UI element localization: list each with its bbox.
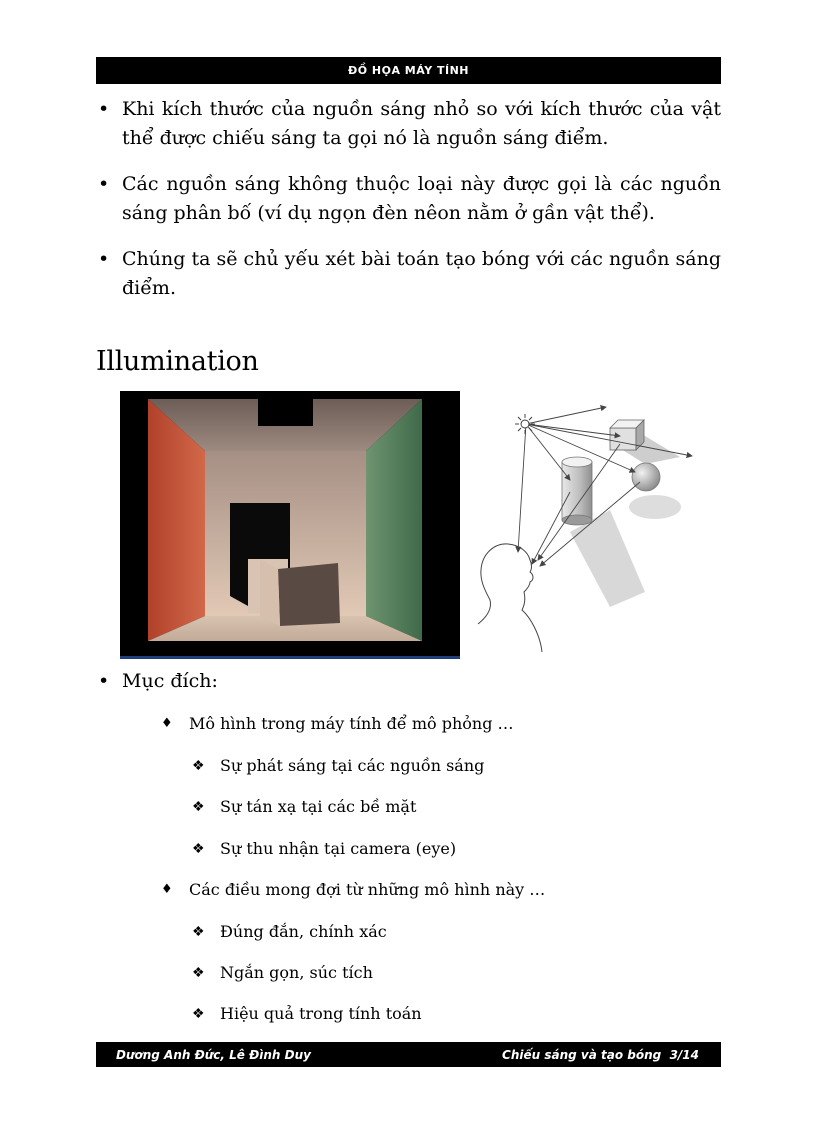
page-footer [96, 1042, 721, 1067]
sub-bullet-icon: ❖ [192, 758, 205, 774]
diamond-bullet-icon: ♦ [161, 716, 173, 731]
bullet-point-point-source: • Chúng ta sẽ chủ yếu xét bài toán tạo bóng với các nguồn sáng điểm. [96, 245, 721, 303]
page-header [96, 57, 721, 84]
purpose-label: Mục đích: [122, 670, 218, 692]
sub-bullet-icon: ❖ [192, 965, 205, 981]
bullet-marker: • [98, 670, 110, 692]
section-heading: Illumination [96, 346, 259, 377]
cornell-box-render [120, 391, 460, 659]
diamond-bullet-icon: ♦ [161, 882, 173, 897]
list-item-text: Hiệu quả trong tính toán [220, 1004, 422, 1023]
sub-bullet-icon: ❖ [192, 924, 205, 940]
illumination-diagram [470, 402, 702, 662]
list-item-text: Sự phát sáng tại các nguồn sáng [220, 756, 485, 775]
list-item-text: Sự thu nhận tại camera (eye) [220, 839, 457, 858]
group-title: Các điều mong đợi từ những mô hình này … [189, 880, 546, 899]
light-source-icon [515, 414, 535, 434]
bullet-point-distributed-source: • Các nguồn sáng không thuộc loại này được gọi là các nguồn sáng phân bố (ví dụ ngọn đèn nêon nằm ở gần vật thể). [96, 170, 721, 228]
group-title: Mô hình trong máy tính để mô phỏng … [189, 714, 514, 733]
sub-bullet-icon: ❖ [192, 1006, 205, 1022]
footer-chapter-page: Chiếu sáng và tạo bóng 3/14 [502, 1047, 699, 1062]
list-item-text: Sự tán xạ tại các bề mặt [220, 797, 417, 816]
list-item-text: Đúng đắn, chính xác [220, 922, 387, 941]
header-title: ĐỒ HỌA MÁY TÍNH [347, 64, 469, 77]
viewer-head-icon [478, 544, 542, 652]
list-item-text: Ngắn gọn, súc tích [220, 963, 373, 982]
intro-bullet-list [96, 95, 721, 320]
footer-authors: Dương Anh Đức, Lê Đình Duy [116, 1047, 311, 1062]
sub-bullet-icon: ❖ [192, 841, 205, 857]
bullet-point-small-source: • Khi kích thước của nguồn sáng nhỏ so với kích thước của vật thể được chiếu sáng ta gọi nó là nguồn sáng điểm. [96, 95, 721, 153]
sub-bullet-icon: ❖ [192, 799, 205, 815]
